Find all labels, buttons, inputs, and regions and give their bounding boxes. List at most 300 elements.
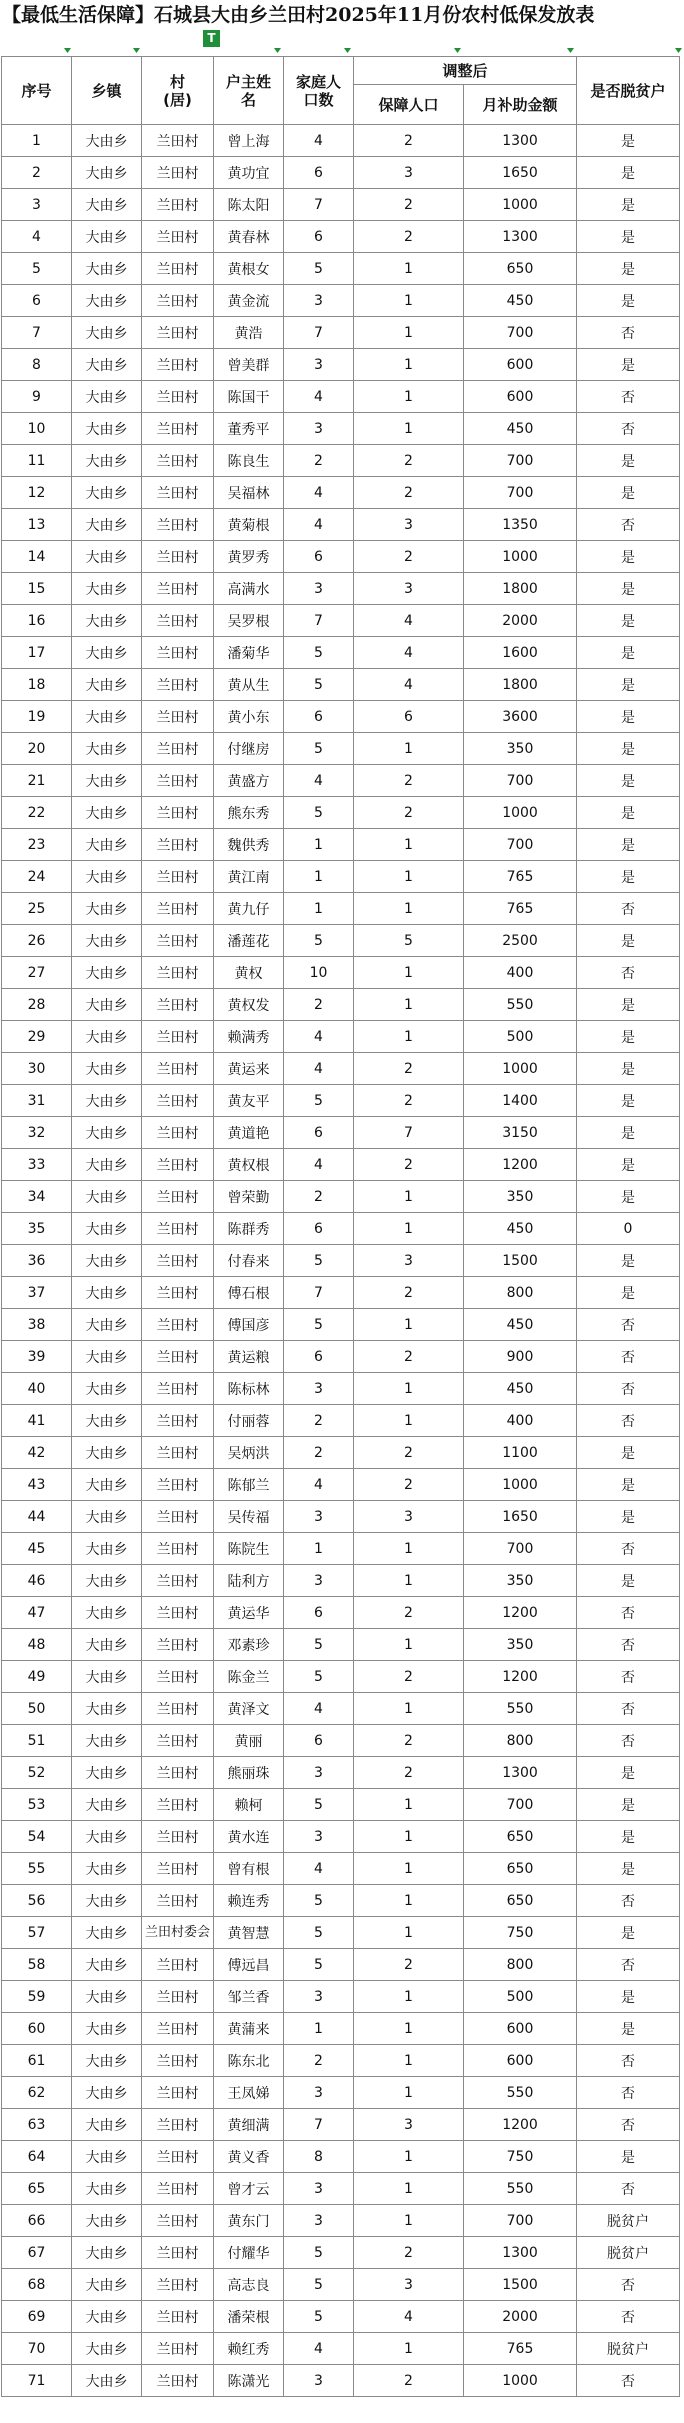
cell-insured[interactable]: 1 xyxy=(354,1981,464,2013)
cell-village[interactable]: 兰田村 xyxy=(142,2365,214,2397)
cell-town[interactable]: 大由乡 xyxy=(72,1853,142,1885)
cell-insured[interactable]: 2 xyxy=(354,1437,464,1469)
cell-seq[interactable]: 26 xyxy=(2,925,72,957)
cell-village[interactable]: 兰田村 xyxy=(142,1373,214,1405)
cell-village[interactable]: 兰田村 xyxy=(142,2109,214,2141)
cell-family-size[interactable]: 1 xyxy=(284,893,354,925)
cell-head-name[interactable]: 黄根女 xyxy=(214,253,284,285)
cell-head-name[interactable]: 黄功宜 xyxy=(214,157,284,189)
cell-subsidy-amount[interactable]: 350 xyxy=(464,733,577,765)
cell-poverty-status[interactable]: 是 xyxy=(577,1117,680,1149)
cell-town[interactable]: 大由乡 xyxy=(72,413,142,445)
cell-subsidy-amount[interactable]: 350 xyxy=(464,1181,577,1213)
cell-town[interactable]: 大由乡 xyxy=(72,1341,142,1373)
cell-village[interactable]: 兰田村 xyxy=(142,1181,214,1213)
cell-village[interactable]: 兰田村 xyxy=(142,2301,214,2333)
cell-town[interactable]: 大由乡 xyxy=(72,989,142,1021)
cell-poverty-status[interactable]: 否 xyxy=(577,957,680,989)
cell-poverty-status[interactable]: 是 xyxy=(577,253,680,285)
cell-subsidy-amount[interactable]: 1650 xyxy=(464,1501,577,1533)
cell-subsidy-amount[interactable]: 1000 xyxy=(464,797,577,829)
cell-town[interactable]: 大由乡 xyxy=(72,1053,142,1085)
cell-seq[interactable]: 59 xyxy=(2,1981,72,2013)
cell-family-size[interactable]: 2 xyxy=(284,445,354,477)
cell-insured[interactable]: 4 xyxy=(354,2301,464,2333)
cell-head-name[interactable]: 曾才云 xyxy=(214,2173,284,2205)
cell-head-name[interactable]: 邓素珍 xyxy=(214,1629,284,1661)
cell-insured[interactable]: 2 xyxy=(354,1149,464,1181)
cell-family-size[interactable]: 3 xyxy=(284,349,354,381)
cell-head-name[interactable]: 陆利方 xyxy=(214,1565,284,1597)
cell-poverty-status[interactable]: 是 xyxy=(577,1469,680,1501)
cell-seq[interactable]: 49 xyxy=(2,1661,72,1693)
cell-seq[interactable]: 10 xyxy=(2,413,72,445)
cell-subsidy-amount[interactable]: 1200 xyxy=(464,1597,577,1629)
cell-town[interactable]: 大由乡 xyxy=(72,957,142,989)
cell-insured[interactable]: 3 xyxy=(354,2269,464,2301)
cell-village[interactable]: 兰田村 xyxy=(142,1725,214,1757)
cell-insured[interactable]: 1 xyxy=(354,253,464,285)
cell-seq[interactable]: 31 xyxy=(2,1085,72,1117)
cell-family-size[interactable]: 7 xyxy=(284,189,354,221)
cell-subsidy-amount[interactable]: 700 xyxy=(464,477,577,509)
cell-insured[interactable]: 2 xyxy=(354,125,464,157)
cell-head-name[interactable]: 黄权 xyxy=(214,957,284,989)
cell-family-size[interactable]: 3 xyxy=(284,1501,354,1533)
cell-town[interactable]: 大由乡 xyxy=(72,157,142,189)
cell-insured[interactable]: 1 xyxy=(354,349,464,381)
cell-poverty-status[interactable]: 否 xyxy=(577,1405,680,1437)
cell-village[interactable]: 兰田村 xyxy=(142,1949,214,1981)
cell-insured[interactable]: 1 xyxy=(354,317,464,349)
cell-poverty-status[interactable]: 是 xyxy=(577,541,680,573)
cell-insured[interactable]: 3 xyxy=(354,1501,464,1533)
cell-village[interactable]: 兰田村 xyxy=(142,1053,214,1085)
cell-poverty-status[interactable]: 是 xyxy=(577,925,680,957)
cell-seq[interactable]: 41 xyxy=(2,1405,72,1437)
cell-poverty-status[interactable]: 是 xyxy=(577,989,680,1021)
cell-town[interactable]: 大由乡 xyxy=(72,189,142,221)
cell-seq[interactable]: 7 xyxy=(2,317,72,349)
cell-seq[interactable]: 5 xyxy=(2,253,72,285)
cell-family-size[interactable]: 3 xyxy=(284,2205,354,2237)
cell-head-name[interactable]: 赖连秀 xyxy=(214,1885,284,1917)
cell-family-size[interactable]: 5 xyxy=(284,1917,354,1949)
cell-poverty-status[interactable]: 是 xyxy=(577,1437,680,1469)
cell-seq[interactable]: 37 xyxy=(2,1277,72,1309)
cell-town[interactable]: 大由乡 xyxy=(72,797,142,829)
cell-seq[interactable]: 61 xyxy=(2,2045,72,2077)
cell-seq[interactable]: 15 xyxy=(2,573,72,605)
cell-subsidy-amount[interactable]: 1100 xyxy=(464,1437,577,1469)
cell-village[interactable]: 兰田村 xyxy=(142,1501,214,1533)
cell-subsidy-amount[interactable]: 650 xyxy=(464,1821,577,1853)
cell-subsidy-amount[interactable]: 765 xyxy=(464,861,577,893)
cell-insured[interactable]: 1 xyxy=(354,733,464,765)
cell-insured[interactable]: 1 xyxy=(354,861,464,893)
cell-family-size[interactable]: 6 xyxy=(284,541,354,573)
cell-subsidy-amount[interactable]: 2000 xyxy=(464,2301,577,2333)
cell-head-name[interactable]: 陈标林 xyxy=(214,1373,284,1405)
cell-town[interactable]: 大由乡 xyxy=(72,1917,142,1949)
cell-village[interactable]: 兰田村 xyxy=(142,1629,214,1661)
cell-insured[interactable]: 1 xyxy=(354,2077,464,2109)
cell-town[interactable]: 大由乡 xyxy=(72,2269,142,2301)
cell-seq[interactable]: 25 xyxy=(2,893,72,925)
cell-subsidy-amount[interactable]: 3600 xyxy=(464,701,577,733)
cell-head-name[interactable]: 黄金流 xyxy=(214,285,284,317)
cell-seq[interactable]: 39 xyxy=(2,1341,72,1373)
cell-head-name[interactable]: 付春来 xyxy=(214,1245,284,1277)
cell-village[interactable]: 兰田村 xyxy=(142,2141,214,2173)
cell-family-size[interactable]: 5 xyxy=(284,2237,354,2269)
header-family[interactable]: 家庭人 口数 xyxy=(284,57,354,125)
cell-town[interactable]: 大由乡 xyxy=(72,1565,142,1597)
cell-subsidy-amount[interactable]: 1200 xyxy=(464,1661,577,1693)
cell-town[interactable]: 大由乡 xyxy=(72,605,142,637)
cell-insured[interactable]: 2 xyxy=(354,1277,464,1309)
cell-town[interactable]: 大由乡 xyxy=(72,381,142,413)
cell-family-size[interactable]: 5 xyxy=(284,669,354,701)
cell-village[interactable]: 兰田村 xyxy=(142,797,214,829)
cell-poverty-status[interactable]: 是 xyxy=(577,1821,680,1853)
cell-seq[interactable]: 54 xyxy=(2,1821,72,1853)
cell-subsidy-amount[interactable]: 650 xyxy=(464,1853,577,1885)
cell-insured[interactable]: 1 xyxy=(354,2205,464,2237)
cell-family-size[interactable]: 5 xyxy=(284,925,354,957)
cell-village[interactable]: 兰田村 xyxy=(142,893,214,925)
cell-head-name[interactable]: 陈太阳 xyxy=(214,189,284,221)
cell-subsidy-amount[interactable]: 1650 xyxy=(464,157,577,189)
cell-village[interactable]: 兰田村 xyxy=(142,733,214,765)
cell-seq[interactable]: 51 xyxy=(2,1725,72,1757)
cell-family-size[interactable]: 5 xyxy=(284,1245,354,1277)
cell-head-name[interactable]: 熊东秀 xyxy=(214,797,284,829)
cell-poverty-status[interactable]: 否 xyxy=(577,381,680,413)
cell-insured[interactable]: 2 xyxy=(354,1757,464,1789)
cell-poverty-status[interactable]: 是 xyxy=(577,1981,680,2013)
cell-seq[interactable]: 1 xyxy=(2,125,72,157)
cell-poverty-status[interactable]: 否 xyxy=(577,2269,680,2301)
filter-active-icon[interactable]: T xyxy=(203,30,220,47)
cell-head-name[interactable]: 黄从生 xyxy=(214,669,284,701)
cell-town[interactable]: 大由乡 xyxy=(72,2141,142,2173)
cell-subsidy-amount[interactable]: 1300 xyxy=(464,125,577,157)
cell-seq[interactable]: 21 xyxy=(2,765,72,797)
cell-poverty-status[interactable]: 是 xyxy=(577,1245,680,1277)
cell-poverty-status[interactable]: 否 xyxy=(577,1373,680,1405)
cell-insured[interactable]: 1 xyxy=(354,1021,464,1053)
cell-poverty-status[interactable]: 否 xyxy=(577,2109,680,2141)
cell-family-size[interactable]: 5 xyxy=(284,1629,354,1661)
cell-family-size[interactable]: 4 xyxy=(284,1853,354,1885)
cell-poverty-status[interactable]: 是 xyxy=(577,797,680,829)
cell-head-name[interactable]: 吴炳洪 xyxy=(214,1437,284,1469)
cell-town[interactable]: 大由乡 xyxy=(72,2365,142,2397)
cell-poverty-status[interactable]: 否 xyxy=(577,1309,680,1341)
cell-subsidy-amount[interactable]: 800 xyxy=(464,1725,577,1757)
cell-head-name[interactable]: 黄权发 xyxy=(214,989,284,1021)
cell-family-size[interactable]: 3 xyxy=(284,2077,354,2109)
cell-head-name[interactable]: 黄九仔 xyxy=(214,893,284,925)
cell-family-size[interactable]: 5 xyxy=(284,1309,354,1341)
cell-town[interactable]: 大由乡 xyxy=(72,1405,142,1437)
cell-poverty-status[interactable]: 是 xyxy=(577,349,680,381)
cell-town[interactable]: 大由乡 xyxy=(72,893,142,925)
cell-head-name[interactable]: 董秀平 xyxy=(214,413,284,445)
cell-head-name[interactable]: 吴传福 xyxy=(214,1501,284,1533)
cell-subsidy-amount[interactable]: 1400 xyxy=(464,1085,577,1117)
cell-poverty-status[interactable]: 是 xyxy=(577,605,680,637)
cell-subsidy-amount[interactable]: 600 xyxy=(464,2013,577,2045)
cell-insured[interactable]: 1 xyxy=(354,2013,464,2045)
cell-village[interactable]: 兰田村 xyxy=(142,605,214,637)
cell-insured[interactable]: 1 xyxy=(354,1917,464,1949)
cell-town[interactable]: 大由乡 xyxy=(72,2173,142,2205)
cell-family-size[interactable]: 5 xyxy=(284,1885,354,1917)
cell-poverty-status[interactable]: 是 xyxy=(577,2013,680,2045)
cell-poverty-status[interactable]: 是 xyxy=(577,1181,680,1213)
cell-family-size[interactable]: 2 xyxy=(284,989,354,1021)
cell-subsidy-amount[interactable]: 1000 xyxy=(464,541,577,573)
cell-seq[interactable]: 57 xyxy=(2,1917,72,1949)
cell-village[interactable]: 兰田村 xyxy=(142,125,214,157)
cell-insured[interactable]: 2 xyxy=(354,1469,464,1501)
cell-poverty-status[interactable]: 是 xyxy=(577,1565,680,1597)
cell-seq[interactable]: 18 xyxy=(2,669,72,701)
cell-subsidy-amount[interactable]: 500 xyxy=(464,1981,577,2013)
cell-poverty-status[interactable]: 否 xyxy=(577,1629,680,1661)
cell-seq[interactable]: 63 xyxy=(2,2109,72,2141)
cell-seq[interactable]: 11 xyxy=(2,445,72,477)
cell-subsidy-amount[interactable]: 700 xyxy=(464,829,577,861)
cell-town[interactable]: 大由乡 xyxy=(72,1501,142,1533)
cell-family-size[interactable]: 1 xyxy=(284,861,354,893)
cell-head-name[interactable]: 黄浩 xyxy=(214,317,284,349)
cell-town[interactable]: 大由乡 xyxy=(72,1629,142,1661)
cell-head-name[interactable]: 曾有根 xyxy=(214,1853,284,1885)
cell-insured[interactable]: 2 xyxy=(354,765,464,797)
header-insured[interactable]: 保障人口 xyxy=(354,85,464,125)
cell-poverty-status[interactable]: 是 xyxy=(577,669,680,701)
cell-seq[interactable]: 38 xyxy=(2,1309,72,1341)
cell-seq[interactable]: 64 xyxy=(2,2141,72,2173)
cell-insured[interactable]: 5 xyxy=(354,925,464,957)
cell-village[interactable]: 兰田村 xyxy=(142,957,214,989)
cell-poverty-status[interactable]: 是 xyxy=(577,637,680,669)
cell-town[interactable]: 大由乡 xyxy=(72,1213,142,1245)
cell-town[interactable]: 大由乡 xyxy=(72,1181,142,1213)
cell-seq[interactable]: 29 xyxy=(2,1021,72,1053)
cell-family-size[interactable]: 3 xyxy=(284,2173,354,2205)
cell-village[interactable]: 兰田村 xyxy=(142,925,214,957)
cell-poverty-status[interactable]: 是 xyxy=(577,1085,680,1117)
cell-poverty-status[interactable]: 是 xyxy=(577,2141,680,2173)
cell-seq[interactable]: 67 xyxy=(2,2237,72,2269)
cell-subsidy-amount[interactable]: 700 xyxy=(464,2205,577,2237)
cell-town[interactable]: 大由乡 xyxy=(72,477,142,509)
cell-poverty-status[interactable]: 否 xyxy=(577,413,680,445)
cell-seq[interactable]: 69 xyxy=(2,2301,72,2333)
cell-seq[interactable]: 40 xyxy=(2,1373,72,1405)
cell-town[interactable]: 大由乡 xyxy=(72,253,142,285)
cell-head-name[interactable]: 黄罗秀 xyxy=(214,541,284,573)
cell-village[interactable]: 兰田村 xyxy=(142,1021,214,1053)
cell-subsidy-amount[interactable]: 1300 xyxy=(464,1757,577,1789)
cell-poverty-status[interactable]: 否 xyxy=(577,893,680,925)
cell-insured[interactable]: 1 xyxy=(354,1693,464,1725)
cell-poverty-status[interactable]: 否 xyxy=(577,1725,680,1757)
cell-family-size[interactable]: 4 xyxy=(284,1469,354,1501)
cell-town[interactable]: 大由乡 xyxy=(72,285,142,317)
cell-family-size[interactable]: 2 xyxy=(284,2045,354,2077)
cell-poverty-status[interactable]: 是 xyxy=(577,701,680,733)
cell-insured[interactable]: 2 xyxy=(354,2365,464,2397)
cell-insured[interactable]: 1 xyxy=(354,1789,464,1821)
cell-town[interactable]: 大由乡 xyxy=(72,1757,142,1789)
filter-dropdown-icon[interactable] xyxy=(132,40,141,49)
cell-subsidy-amount[interactable]: 650 xyxy=(464,253,577,285)
cell-subsidy-amount[interactable]: 2000 xyxy=(464,605,577,637)
cell-head-name[interactable]: 熊丽珠 xyxy=(214,1757,284,1789)
cell-poverty-status[interactable]: 是 xyxy=(577,765,680,797)
cell-seq[interactable]: 35 xyxy=(2,1213,72,1245)
cell-poverty-status[interactable]: 脱贫户 xyxy=(577,2333,680,2365)
cell-seq[interactable]: 71 xyxy=(2,2365,72,2397)
cell-family-size[interactable]: 5 xyxy=(284,733,354,765)
cell-seq[interactable]: 55 xyxy=(2,1853,72,1885)
cell-insured[interactable]: 3 xyxy=(354,157,464,189)
cell-insured[interactable]: 1 xyxy=(354,957,464,989)
cell-village[interactable]: 兰田村 xyxy=(142,1661,214,1693)
cell-subsidy-amount[interactable]: 1000 xyxy=(464,189,577,221)
cell-seq[interactable]: 19 xyxy=(2,701,72,733)
filter-dropdown-icon[interactable] xyxy=(674,40,683,49)
cell-village[interactable]: 兰田村 xyxy=(142,2205,214,2237)
cell-head-name[interactable]: 黄义香 xyxy=(214,2141,284,2173)
cell-seq[interactable]: 22 xyxy=(2,797,72,829)
cell-seq[interactable]: 16 xyxy=(2,605,72,637)
cell-subsidy-amount[interactable]: 700 xyxy=(464,1789,577,1821)
cell-family-size[interactable]: 3 xyxy=(284,1565,354,1597)
cell-village[interactable]: 兰田村 xyxy=(142,1693,214,1725)
cell-family-size[interactable]: 5 xyxy=(284,253,354,285)
cell-town[interactable]: 大由乡 xyxy=(72,2109,142,2141)
cell-town[interactable]: 大由乡 xyxy=(72,1725,142,1757)
cell-subsidy-amount[interactable]: 2500 xyxy=(464,925,577,957)
cell-town[interactable]: 大由乡 xyxy=(72,573,142,605)
cell-family-size[interactable]: 5 xyxy=(284,1789,354,1821)
cell-poverty-status[interactable]: 0 xyxy=(577,1213,680,1245)
cell-head-name[interactable]: 潘菊华 xyxy=(214,637,284,669)
cell-insured[interactable]: 1 xyxy=(354,2045,464,2077)
cell-insured[interactable]: 1 xyxy=(354,989,464,1021)
cell-poverty-status[interactable]: 否 xyxy=(577,509,680,541)
cell-village[interactable]: 兰田村 xyxy=(142,861,214,893)
cell-family-size[interactable]: 6 xyxy=(284,157,354,189)
cell-seq[interactable]: 12 xyxy=(2,477,72,509)
cell-seq[interactable]: 20 xyxy=(2,733,72,765)
cell-insured[interactable]: 2 xyxy=(354,445,464,477)
cell-subsidy-amount[interactable]: 700 xyxy=(464,317,577,349)
cell-poverty-status[interactable]: 是 xyxy=(577,1501,680,1533)
cell-town[interactable]: 大由乡 xyxy=(72,1469,142,1501)
cell-poverty-status[interactable]: 是 xyxy=(577,125,680,157)
cell-seq[interactable]: 50 xyxy=(2,1693,72,1725)
cell-subsidy-amount[interactable]: 800 xyxy=(464,1277,577,1309)
cell-insured[interactable]: 4 xyxy=(354,637,464,669)
cell-village[interactable]: 兰田村 xyxy=(142,989,214,1021)
cell-seq[interactable]: 6 xyxy=(2,285,72,317)
cell-insured[interactable]: 7 xyxy=(354,1117,464,1149)
cell-seq[interactable]: 33 xyxy=(2,1149,72,1181)
cell-village[interactable]: 兰田村 xyxy=(142,381,214,413)
cell-seq[interactable]: 42 xyxy=(2,1437,72,1469)
cell-family-size[interactable]: 6 xyxy=(284,1725,354,1757)
cell-subsidy-amount[interactable]: 1000 xyxy=(464,2365,577,2397)
cell-head-name[interactable]: 曾美群 xyxy=(214,349,284,381)
cell-town[interactable]: 大由乡 xyxy=(72,445,142,477)
cell-subsidy-amount[interactable]: 400 xyxy=(464,1405,577,1437)
cell-seq[interactable]: 70 xyxy=(2,2333,72,2365)
cell-head-name[interactable]: 黄小东 xyxy=(214,701,284,733)
cell-family-size[interactable]: 3 xyxy=(284,1981,354,2013)
cell-insured[interactable]: 1 xyxy=(354,1533,464,1565)
cell-family-size[interactable]: 3 xyxy=(284,1373,354,1405)
cell-village[interactable]: 兰田村 xyxy=(142,765,214,797)
cell-town[interactable]: 大由乡 xyxy=(72,509,142,541)
cell-poverty-status[interactable]: 否 xyxy=(577,1949,680,1981)
cell-subsidy-amount[interactable]: 1800 xyxy=(464,573,577,605)
cell-village[interactable]: 兰田村 xyxy=(142,1309,214,1341)
cell-insured[interactable]: 2 xyxy=(354,797,464,829)
cell-seq[interactable]: 48 xyxy=(2,1629,72,1661)
filter-dropdown-icon[interactable] xyxy=(343,40,352,49)
cell-family-size[interactable]: 7 xyxy=(284,317,354,349)
filter-dropdown-icon[interactable] xyxy=(453,40,462,49)
cell-head-name[interactable]: 潘莲花 xyxy=(214,925,284,957)
header-poverty[interactable]: 是否脱贫户 xyxy=(577,57,680,125)
cell-insured[interactable]: 1 xyxy=(354,2333,464,2365)
cell-family-size[interactable]: 4 xyxy=(284,125,354,157)
cell-family-size[interactable]: 5 xyxy=(284,2269,354,2301)
cell-village[interactable]: 兰田村 xyxy=(142,1821,214,1853)
cell-subsidy-amount[interactable]: 750 xyxy=(464,1917,577,1949)
cell-head-name[interactable]: 陈郁兰 xyxy=(214,1469,284,1501)
cell-town[interactable]: 大由乡 xyxy=(72,349,142,381)
cell-head-name[interactable]: 付耀华 xyxy=(214,2237,284,2269)
header-seq[interactable]: 序号 xyxy=(2,57,72,125)
cell-village[interactable]: 兰田村 xyxy=(142,1981,214,2013)
cell-village[interactable]: 兰田村 xyxy=(142,1437,214,1469)
cell-insured[interactable]: 1 xyxy=(354,1405,464,1437)
cell-subsidy-amount[interactable]: 600 xyxy=(464,349,577,381)
cell-seq[interactable]: 66 xyxy=(2,2205,72,2237)
cell-head-name[interactable]: 黄江南 xyxy=(214,861,284,893)
cell-town[interactable]: 大由乡 xyxy=(72,541,142,573)
cell-town[interactable]: 大由乡 xyxy=(72,1373,142,1405)
cell-insured[interactable]: 1 xyxy=(354,893,464,925)
cell-village[interactable]: 兰田村 xyxy=(142,2333,214,2365)
cell-insured[interactable]: 2 xyxy=(354,1053,464,1085)
cell-seq[interactable]: 44 xyxy=(2,1501,72,1533)
cell-poverty-status[interactable]: 是 xyxy=(577,1149,680,1181)
cell-head-name[interactable]: 付继房 xyxy=(214,733,284,765)
cell-town[interactable]: 大由乡 xyxy=(72,765,142,797)
cell-seq[interactable]: 65 xyxy=(2,2173,72,2205)
cell-town[interactable]: 大由乡 xyxy=(72,1693,142,1725)
cell-town[interactable]: 大由乡 xyxy=(72,1533,142,1565)
